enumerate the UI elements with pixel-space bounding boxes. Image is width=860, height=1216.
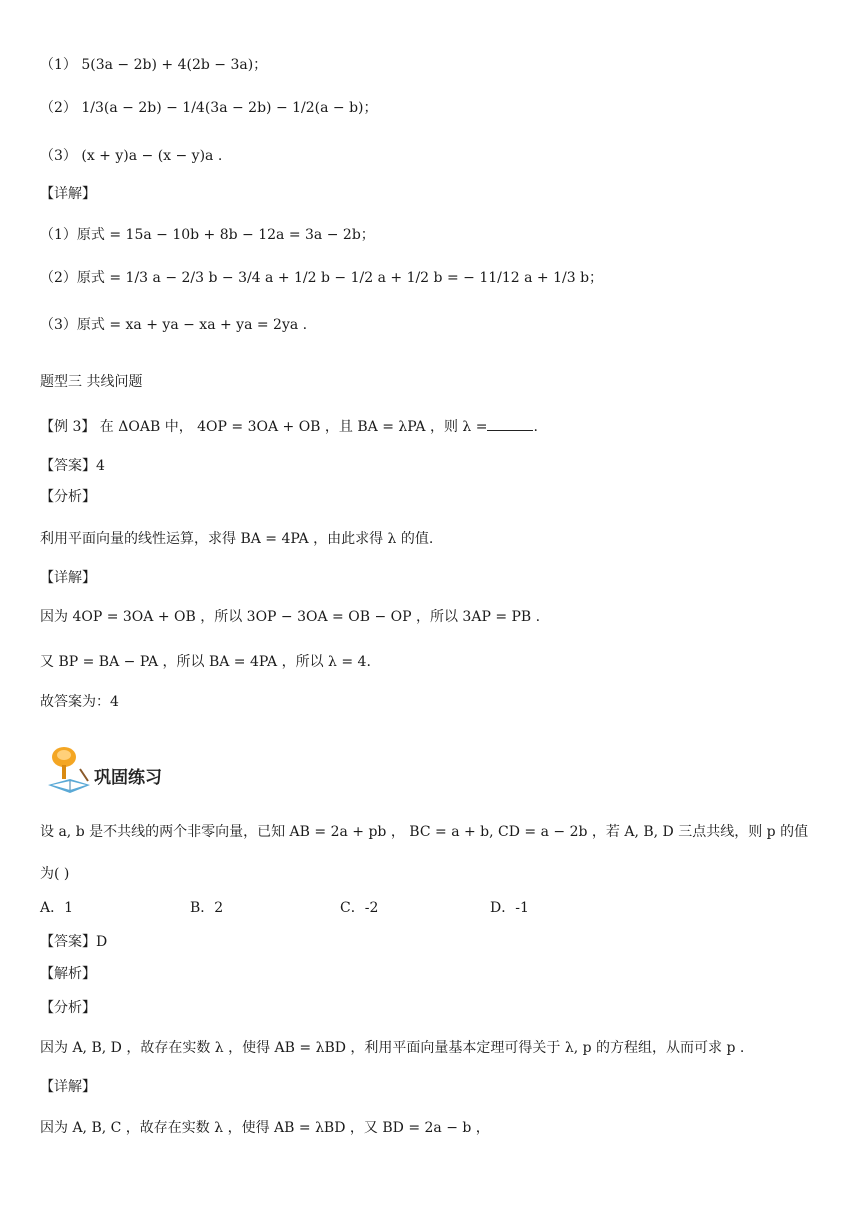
analysis-header: 【分析】 bbox=[40, 1000, 96, 1016]
detail-line-1: 因为 4OP = 3OA + OB ，所以 3OP − 3OA = OB − OP ，所以 3AP = PB . bbox=[40, 609, 541, 625]
solution-3: （3）原式 = xa + ya − xa + ya = 2ya . bbox=[40, 317, 308, 333]
example-3 bbox=[40, 416, 538, 437]
option-d: D．-1 bbox=[490, 900, 529, 916]
detail-header: 【详解】 bbox=[40, 1079, 96, 1095]
answer-line: 【答案】4 bbox=[40, 458, 105, 474]
practice-title: 巩固练习 bbox=[94, 768, 162, 788]
detail-header: 【详解】 bbox=[40, 570, 96, 586]
section-title: 题型三 共线问题 bbox=[40, 374, 143, 390]
solution-1: （1）原式 = 15a − 10b + 8b − 12a = 3a − 2b； bbox=[40, 227, 375, 243]
analysis-text: 利用平面向量的线性运算，求得 BA = 4PA ，由此求得 λ 的值. bbox=[40, 531, 434, 547]
detail-line-2: 又 BP = BA − PA ，所以 BA = 4PA ，所以 λ = 4. bbox=[40, 654, 371, 670]
solution-2: （2）原式 = 1/3 a − 2/3 b − 3/4 a + 1/2 b − 1/2 a + 1/2 b = − 11/12 a + 1/3 b； bbox=[40, 270, 604, 286]
problem-line-1: 设 a, b 是不共线的两个非零向量，已知 AB = 2a + pb ， BC = a + b, CD = a − 2b ，若 A, B, D 三点共线，则 p 的值 bbox=[40, 824, 809, 840]
practice-banner bbox=[44, 745, 344, 797]
exercise-1: （1） 5(3a − 2b) + 4(2b − 3a)； bbox=[40, 57, 268, 73]
analysis-header: 【分析】 bbox=[40, 489, 96, 505]
answer-line: 【答案】D bbox=[40, 934, 108, 950]
detail-line: 因为 A, B, C ，故存在实数 λ ，使得 AB = λBD ，又 BD = 2a − b ， bbox=[40, 1120, 490, 1136]
problem-line-2: 为( ) bbox=[40, 866, 70, 882]
option-b: B．2 bbox=[190, 900, 224, 916]
solution-header: 【解析】 bbox=[40, 966, 96, 982]
final-answer: 故答案为：4 bbox=[40, 694, 119, 710]
lamp-book-icon bbox=[44, 745, 94, 797]
example-3-text: 【例 3】 在 ΔOAB 中， 4OP = 3OA + OB ，且 BA = λPA ，则 λ = bbox=[40, 419, 488, 435]
exercise-3: （3） (x + y)a − (x − y)a . bbox=[40, 148, 223, 164]
detail-header: 【详解】 bbox=[40, 186, 96, 202]
analysis-text: 因为 A, B, D ，故存在实数 λ ，使得 AB = λBD ，利用平面向量基本定理可得关于 λ, p 的方程组，从而可求 p . bbox=[40, 1040, 745, 1056]
answer-blank bbox=[487, 416, 533, 431]
option-a: A．1 bbox=[40, 900, 74, 916]
example-3-period: . bbox=[533, 419, 538, 435]
option-c: C．-2 bbox=[340, 900, 379, 916]
exercise-2: （2） 1/3(a − 2b) − 1/4(3a − 2b) − 1/2(a − b)； bbox=[40, 100, 378, 116]
